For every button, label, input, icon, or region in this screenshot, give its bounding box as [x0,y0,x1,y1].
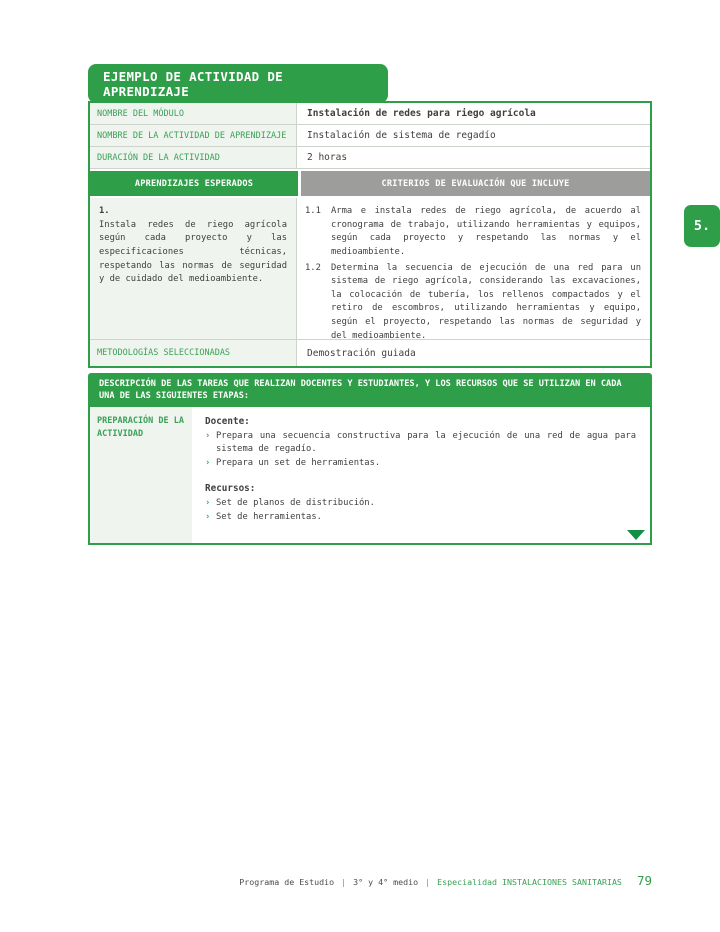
footer-program: Programa de Estudio [239,877,335,887]
learning-content-row [90,198,650,339]
docente-list [205,430,636,471]
list-item [205,430,636,456]
docente-heading: Docente: [205,416,250,427]
duration-value: 2 horas [307,152,348,163]
list-item [205,497,636,510]
module-name-label: NOMBRE DEL MÓDULO [90,103,297,124]
duration-label: DURACIÓN DE LA ACTIVIDAD [90,147,297,168]
footer-grade: 3° y 4° medio [353,877,419,887]
chevron-bullet-icon: › [205,431,211,441]
methodology-row [90,339,650,366]
methodology-value: Demostración guiada [307,347,416,359]
methodology-label: METODOLOGÍAS SELECCIONADAS [90,340,297,366]
page-number: 79 [636,873,652,888]
criteria-item [305,262,641,340]
footer-separator: | [425,877,431,887]
preparation-stage-label: PREPARACIÓN DE LA ACTIVIDAD [90,407,192,543]
activity-info-table [88,101,652,368]
recursos-heading: Recursos: [205,482,256,494]
list-item [205,511,636,524]
list-item-text: Prepara un set de herramientas. [216,458,381,469]
spacer [205,472,636,481]
footer-specialty: Especialidad INSTALACIONES SANITARIAS [437,877,622,887]
list-item-text: Set de planos de distribución. [216,497,375,508]
footer-separator: | [341,877,347,887]
activity-example-title [88,64,388,103]
tasks-description-text: DESCRIPCIÓN DE LAS TAREAS QUE REALIZAN DOCENTES Y ESTUDIANTES, Y LOS RECURSOS QUE SE UTILIZAN EN CADA UNA DE LAS SIGUIENTES ETAPAS: [99,378,622,401]
criteria-text: Determina la secuencia de ejecución de una red para un sistema de riego agrícola, considerando las excavaciones, la colocación de tubería, los rellenos compactados y el retiro de escombros, utilizando herramientas y equipo, según el proyecto, respetando las normas de seguridad y del medioambiente. [331,262,641,339]
module-name-value: Instalación de redes para riego agrícola [307,108,536,119]
tasks-description-banner [88,373,652,407]
expected-learning-header: APRENDIZAJES ESPERADOS [90,171,298,196]
page-title: EJEMPLO DE ACTIVIDAD DE APRENDIZAJE [103,68,283,99]
chevron-bullet-icon: › [205,511,211,522]
chapter-number: 5. [693,218,711,234]
activity-name-label: NOMBRE DE LA ACTIVIDAD DE APRENDIZAJE [90,125,297,146]
list-item [205,457,636,470]
criteria-text: Arma e instala redes de riego agrícola, de acuerdo al cronograma de trabajo, utilizando herramientas y equipos, según cada proyecto y respetando las normas y el medioambiente. [331,206,641,257]
table-header-row [90,169,650,198]
chevron-bullet-icon: › [205,458,211,469]
continuation-arrow-icon [627,530,645,540]
criteria-item [305,205,641,260]
table-row [90,103,650,125]
table-row [90,147,650,169]
preparation-section [88,407,652,545]
chevron-bullet-icon: › [205,497,211,508]
evaluation-criteria-header: CRITERIOS DE EVALUACIÓN QUE INCLUYE [301,171,650,196]
list-item-text: Set de herramientas. [216,511,322,522]
criteria-number: 1.2 [305,262,321,273]
page-footer [88,873,652,888]
preparation-content [192,407,650,543]
chapter-5-tab [684,205,720,247]
expected-learning-number: 1. [99,206,110,216]
activity-name-value: Instalación de sistema de regadío [307,130,496,141]
criteria-number: 1.1 [305,206,321,216]
table-row [90,125,650,147]
expected-learning-text: Instala redes de riego agrícola según cada proyecto y las especificaciones técnicas, respetando las normas de seguridad y de cuidado del medioambiente. [99,219,287,285]
list-item-text: Prepara una secuencia constructiva para la ejecución de una red de agua para sistema de regadío. [216,431,636,455]
expected-learning-cell [90,198,297,339]
criteria-cell [297,198,650,339]
recursos-list [205,497,636,524]
